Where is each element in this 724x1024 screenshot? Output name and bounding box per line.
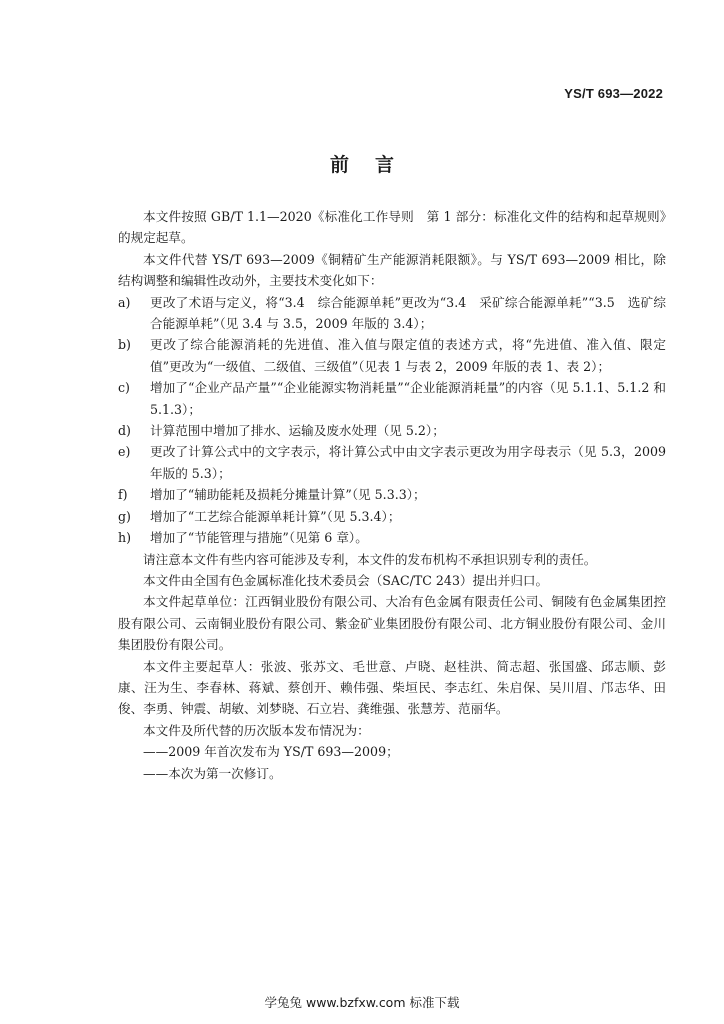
paragraph-proposer: 本文件由全国有色金属标准化技术委员会（SAC/TC 243）提出并归口。 bbox=[143, 572, 549, 588]
paragraph-drafting-units: 本文件起草单位：江西铜业股份有限公司、大冶有色金属有限责任公司、铜陵有色金属集团控股有限公司、云南铜业股份有限公司、紫金矿业集团股份有限公司、北方铜业股份有限公司、金川集团股份有限公司。 bbox=[118, 594, 666, 653]
list-item-text: 增加了“辅助能耗及损耗分摊量计算”（见 5.3.3）； bbox=[150, 487, 426, 503]
paragraph-history-intro: 本文件及所代替的历次版本发布情况为： bbox=[143, 722, 370, 738]
paragraph-drafting-rules: 本文件按照 GB/T 1.1—2020《标准化工作导则 第 1 部分：标准化文件的结构和起草规则》的规定起草。 bbox=[118, 209, 666, 246]
list-marker: e) bbox=[118, 444, 131, 460]
list-item bbox=[118, 420, 666, 441]
list-marker: b) bbox=[118, 337, 131, 353]
list-item-text: 更改了计算公式中的文字表示，将计算公式中由文字表示更改为用字母表示（见 5.3，2009 年版的 5.3）； bbox=[150, 444, 666, 481]
list-item-text: 增加了“企业产品产量”“企业能源实物消耗量”“企业能源消耗量”的内容（见 5.1.1、5.1.2 和 5.1.3）； bbox=[150, 380, 666, 417]
history-item: ——2009 年首次发布为 YS/T 693—2009； bbox=[143, 744, 399, 760]
changes-list bbox=[118, 292, 666, 549]
paragraph-patent-notice: 请注意本文件有些内容可能涉及专利，本文件的发布机构不承担识别专利的责任。 bbox=[143, 551, 597, 567]
paragraph-drafters: 本文件主要起草人：张波、张苏文、毛世意、卢晓、赵桂洪、简志超、张国盛、邱志顺、彭康、汪为生、李春林、蒋斌、蔡创开、赖伟强、柴垣民、李志红、朱启保、吴川眉、邝志华、田俊、李勇、钟震、胡敏、刘梦晓、石立岩、龚维强、张慧芳、范丽华。 bbox=[118, 658, 666, 717]
list-item bbox=[118, 377, 666, 420]
list-item bbox=[118, 527, 666, 548]
list-item bbox=[118, 484, 666, 505]
footer-watermark: 学兔兔 www.bzfxw.com 标准下载 bbox=[264, 995, 460, 1010]
document-body bbox=[118, 206, 666, 784]
list-item-text: 计算范围中增加了排水、运输及废水处理（见 5.2）； bbox=[150, 423, 445, 439]
list-item-text: 更改了综合能源消耗的先进值、准入值与限定值的表述方式，将“先进值、准入值、限定值”更改为“一级值、二级值、三级值”（见表 1 与表 2，2009 年版的表 1、表 2）； bbox=[150, 337, 666, 374]
list-marker: g) bbox=[118, 508, 131, 524]
list-item bbox=[118, 441, 666, 484]
list-item bbox=[118, 334, 666, 377]
history-item: ——本次为第一次修订。 bbox=[143, 765, 282, 781]
page-title: 前言 bbox=[329, 154, 420, 176]
list-marker: c) bbox=[118, 380, 130, 396]
list-marker: a) bbox=[118, 294, 131, 310]
paragraph-replacement: 本文件代替 YS/T 693—2009《铜精矿生产能源消耗限额》。与 YS/T 693—2009 相比，除结构调整和编辑性改动外，主要技术变化如下： bbox=[118, 251, 666, 289]
list-item bbox=[118, 506, 666, 527]
list-item-text: 更改了术语与定义，将“3.4 综合能源单耗”更改为“3.4 采矿综合能源单耗”“3.5 选矿综合能源单耗”（见 3.4 与 3.5，2009 年版的 3.4）； bbox=[150, 294, 666, 332]
list-marker: d) bbox=[118, 423, 131, 439]
list-marker: h) bbox=[118, 530, 132, 546]
standard-code: YS/T 693—2022 bbox=[564, 86, 663, 101]
list-item-text: 增加了“节能管理与措施”（见第 6 章）。 bbox=[150, 530, 368, 546]
list-marker: f) bbox=[118, 487, 128, 503]
list-item bbox=[118, 292, 666, 335]
list-item-text: 增加了“工艺综合能源单耗计算”（见 5.3.4）； bbox=[150, 508, 401, 524]
